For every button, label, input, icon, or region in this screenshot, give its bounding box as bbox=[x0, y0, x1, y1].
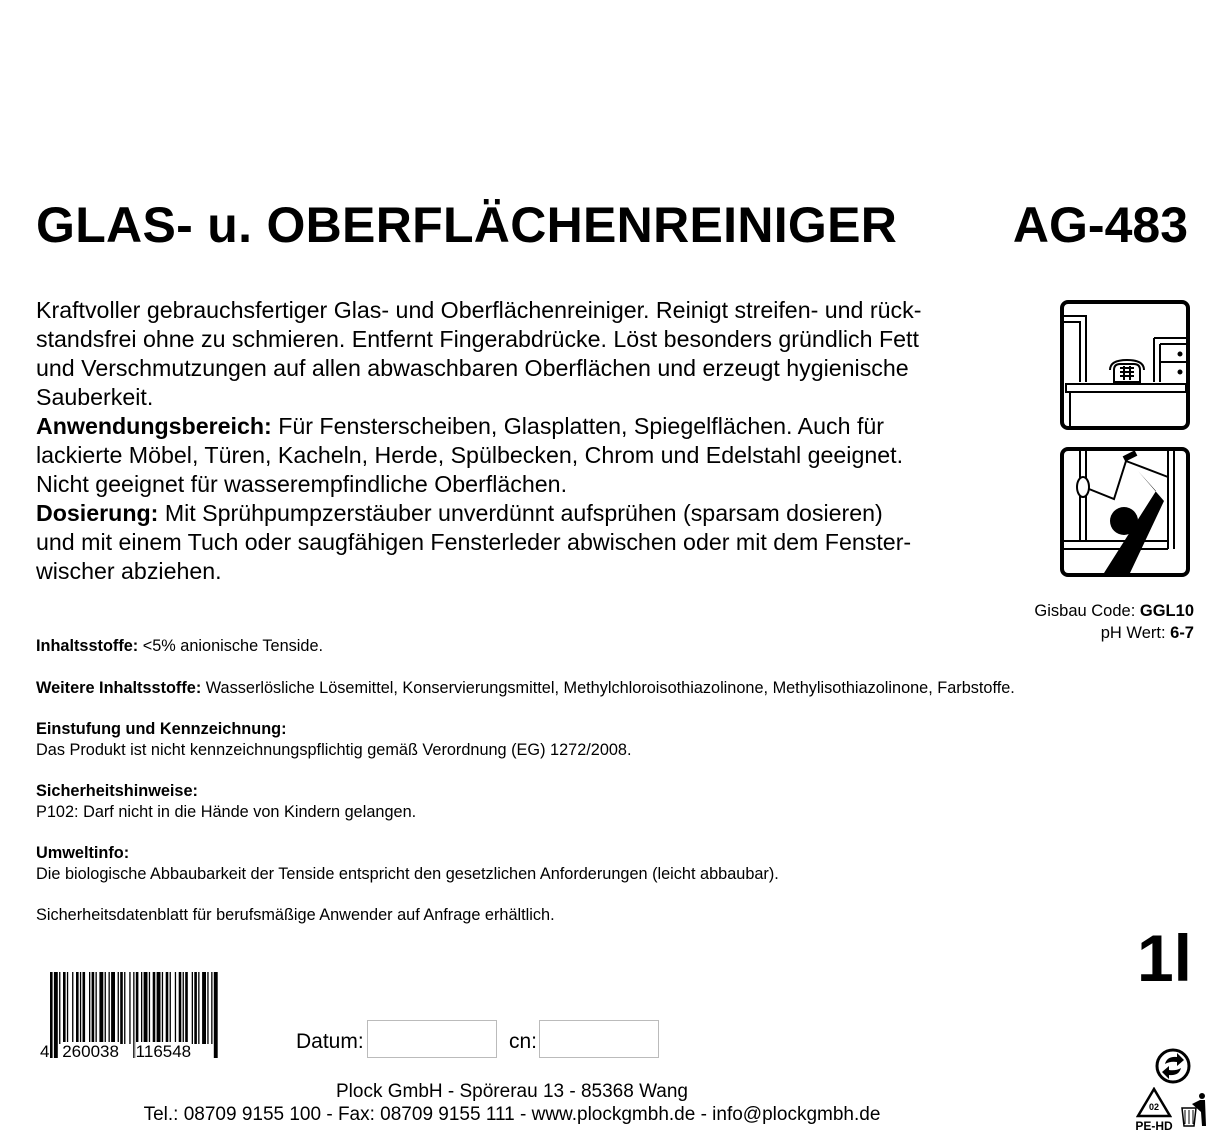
trash-bin-icon bbox=[1180, 1092, 1210, 1128]
barcode-bar bbox=[111, 972, 115, 1044]
barcode-bar bbox=[67, 972, 68, 1044]
line-text: wischer abziehen. bbox=[36, 558, 222, 584]
barcode-bar bbox=[202, 972, 206, 1044]
line-bold: Dosierung: bbox=[36, 500, 159, 526]
barcode-bar bbox=[118, 972, 119, 1044]
description-line bbox=[36, 528, 1036, 557]
barcode-bar bbox=[129, 972, 130, 1044]
barcode-first-digit: 4 bbox=[40, 1042, 50, 1061]
product-description bbox=[36, 296, 1036, 586]
barcode-bar bbox=[194, 972, 197, 1044]
line-text: Kraftvoller gebrauchsfertiger Glas- und Oberflächenreiniger. Reinigt streifen- und rück- bbox=[36, 297, 922, 323]
line-bold: Anwendungsbereich: bbox=[36, 413, 272, 439]
description-line bbox=[36, 412, 1036, 441]
datum-label: Datum: bbox=[296, 1030, 364, 1053]
line-text: Für Fensterscheiben, Glasplatten, Spiegelflächen. Auch für bbox=[271, 413, 885, 439]
line-text: und Verschmutzungen auf allen abwaschbaren Oberflächen und erzeugt hygienische bbox=[36, 355, 909, 381]
barcode-bar bbox=[76, 972, 79, 1044]
datum-field[interactable] bbox=[367, 1020, 497, 1058]
barcode-right-digits: 116548 bbox=[135, 1042, 192, 1061]
barcode-bar bbox=[149, 972, 150, 1044]
cn-field[interactable] bbox=[539, 1020, 659, 1058]
barcode-bar bbox=[141, 972, 142, 1044]
description-line bbox=[36, 325, 1036, 354]
barcode-bar bbox=[109, 972, 110, 1044]
cn-label: cn: bbox=[509, 1030, 538, 1053]
barcode-bar bbox=[124, 972, 125, 1044]
einstufung-text: Das Produkt ist nicht kennzeichnungspflichtig gemäß Verordnung (EG) 1272/2008. bbox=[36, 740, 632, 759]
barcode-bar bbox=[120, 972, 123, 1044]
barcode-bar bbox=[170, 972, 171, 1044]
line-text: lackierte Möbel, Türen, Kacheln, Herde, Spülbecken, Chrom und Edelstahl geeignet. bbox=[36, 442, 904, 468]
barcode-digits bbox=[40, 1042, 191, 1062]
company-footer bbox=[0, 1080, 1024, 1126]
barcode-bar bbox=[99, 972, 103, 1044]
line-text: und mit einem Tuch oder saugfähigen Fensterleder abwischen oder mit dem Fenster- bbox=[36, 529, 912, 555]
barcode-bar bbox=[83, 972, 86, 1044]
weitere-text: Wasserlösliche Lösemittel, Konservierungsmittel, Methylchloroisothiazolinone, Methylisothiazolinone, Farbstoffe. bbox=[201, 678, 1015, 697]
volume-label: 1l bbox=[1136, 921, 1192, 995]
inhalt-text: <5% anionische Tenside. bbox=[138, 637, 324, 655]
green-dot-icon bbox=[1155, 1048, 1191, 1084]
description-line bbox=[36, 470, 1036, 499]
barcode-bar bbox=[105, 972, 106, 1044]
ingredient-info bbox=[36, 636, 1156, 947]
barcode-bar bbox=[72, 972, 73, 1044]
product-title: GLAS- u. OBERFLÄCHENREINIGER bbox=[36, 197, 898, 253]
company-contact: Tel.: 08709 9155 100 - Fax: 08709 9155 111 - www.plockgmbh.de - info@plockgmbh.de bbox=[143, 1104, 881, 1125]
barcode-bar bbox=[183, 972, 184, 1044]
barcode-bar bbox=[63, 972, 66, 1044]
description-line bbox=[36, 383, 1036, 412]
description-line bbox=[36, 354, 1036, 383]
description-line bbox=[36, 296, 1036, 325]
barcode-bar bbox=[192, 972, 193, 1044]
window-cleaning-icon bbox=[1060, 447, 1190, 577]
description-line bbox=[36, 499, 1036, 528]
barcode-bar bbox=[80, 972, 81, 1044]
barcode-bar bbox=[166, 972, 169, 1044]
ph-value: 6-7 bbox=[1170, 624, 1194, 642]
recycling-code: 02 bbox=[1148, 1102, 1160, 1112]
barcode-bar bbox=[175, 972, 176, 1044]
line-text: Nicht geeignet für wasserempfindliche Oberflächen. bbox=[36, 471, 568, 497]
barcode-bar bbox=[214, 972, 218, 1058]
product-code: AG-483 bbox=[1012, 197, 1188, 253]
gisbau-label: Gisbau Code: bbox=[1034, 602, 1140, 620]
barcode-bar bbox=[153, 972, 156, 1044]
barcode-bar bbox=[144, 972, 148, 1044]
barcode-bar bbox=[185, 972, 188, 1044]
barcode-bar bbox=[207, 972, 208, 1044]
einstufung-label: Einstufung und Kennzeichnung: bbox=[36, 720, 287, 738]
weitere-label: Weitere Inhaltsstoffe: bbox=[36, 678, 202, 697]
barcode-bar bbox=[179, 972, 182, 1044]
datenblatt-note: Sicherheitsdatenblatt für berufsmäßige Anwender auf Anfrage erhältlich. bbox=[36, 906, 555, 924]
line-text: standsfrei ohne zu schmieren. Entfernt Fingerabdrücke. Löst besonders gründlich Fett bbox=[36, 326, 919, 352]
inhalt-label: Inhaltsstoffe: bbox=[36, 637, 139, 655]
barcode-bar bbox=[96, 972, 97, 1044]
barcode-bar bbox=[157, 972, 161, 1044]
recycling-icon bbox=[1136, 1087, 1172, 1119]
description-line bbox=[36, 441, 1036, 470]
line-text: Sauberkeit. bbox=[36, 384, 154, 410]
barcode-bar bbox=[89, 972, 90, 1044]
sicherheit-text: P102: Darf nicht in die Hände von Kindern gelangen. bbox=[36, 802, 417, 821]
umwelt-text: Die biologische Abbaubarkeit der Tenside entspricht den gesetzlichen Anforderungen (leicht abbaubar). bbox=[36, 864, 779, 883]
sicherheit-label: Sicherheitshinweise: bbox=[36, 782, 198, 800]
gisbau-value: GGL10 bbox=[1139, 602, 1194, 620]
office-surface-icon bbox=[1060, 300, 1190, 430]
barcode-bar bbox=[198, 972, 199, 1044]
ph-label: pH Wert: bbox=[1100, 624, 1171, 642]
barcode-bar bbox=[59, 972, 60, 1044]
barcode-bar bbox=[92, 972, 95, 1044]
company-address: Plock GmbH - Spörerau 13 - 85368 Wang bbox=[335, 1081, 689, 1102]
barcode-left-digits: 260038 bbox=[62, 1042, 119, 1061]
line-text: Mit Sprühpumpzerstäuber unverdünnt aufsprühen (sparsam dosieren) bbox=[158, 500, 883, 526]
description-line bbox=[36, 557, 1036, 586]
umwelt-label: Umweltinfo: bbox=[36, 844, 130, 862]
recycling-material: PE-HD bbox=[1128, 1119, 1180, 1133]
barcode-bar bbox=[211, 972, 212, 1044]
barcode-bar bbox=[162, 972, 163, 1044]
